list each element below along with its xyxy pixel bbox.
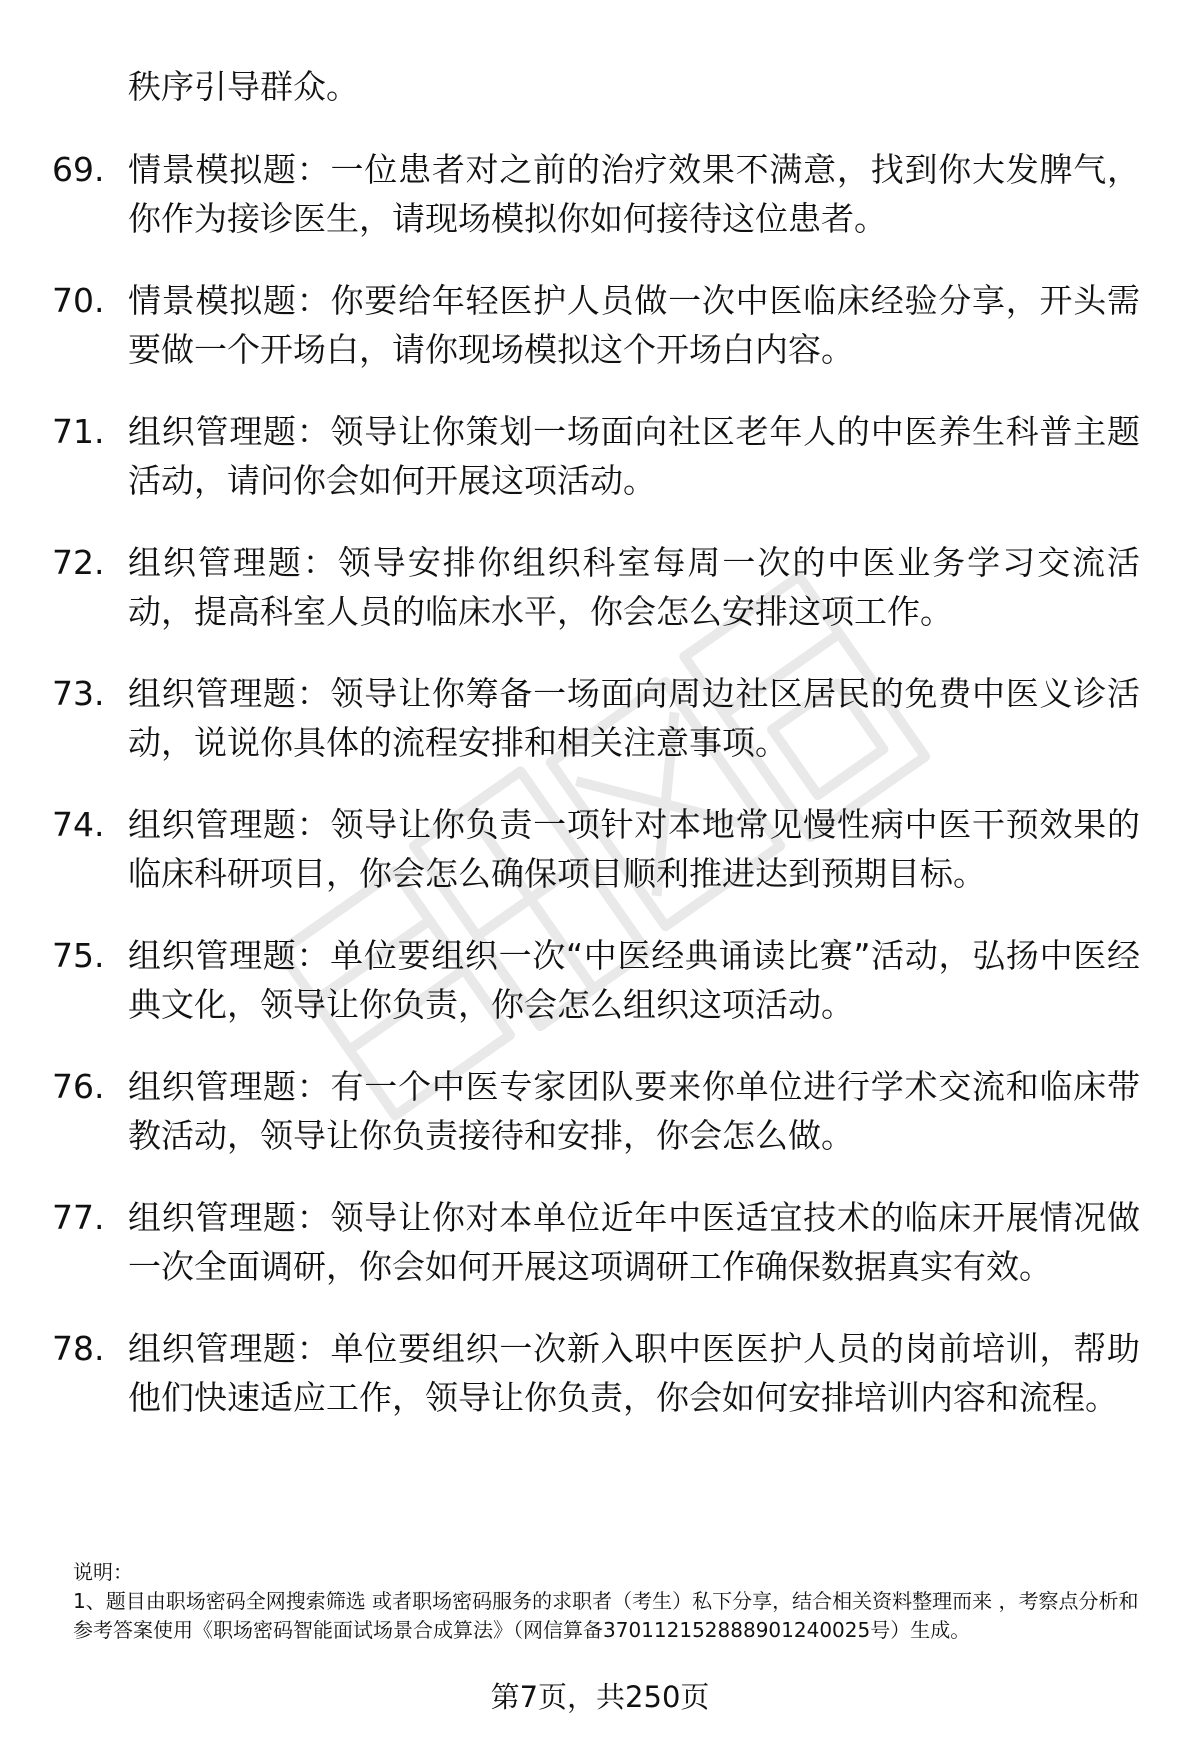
notes-line: 1、题目由职场密码全网搜索筛选 或者职场密码服务的求职者（考生）私下分享，结合相关资料整理而来 ，考察点分析和参考答案使用《职场密码智能面试场景合成算法》（网信算备370112152888901240025号）生成。 bbox=[73, 1589, 1139, 1642]
question-item bbox=[0, 1324, 1200, 1422]
question-list bbox=[0, 145, 1200, 1455]
question-text: 组织管理题：领导安排你组织科室每周一次的中医业务学习交流活动，提高科室人员的临床水平，你会怎么安排这项工作。 bbox=[128, 543, 1140, 631]
notes-label: 说明： bbox=[73, 1560, 133, 1584]
question-text: 情景模拟题：你要给年轻医护人员做一次中医临床经验分享，开头需要做一个开场白，请你现场模拟这个开场白内容。 bbox=[128, 281, 1140, 369]
notes-section bbox=[73, 1558, 1148, 1645]
question-item bbox=[0, 276, 1200, 374]
question-number: 69. bbox=[52, 150, 105, 189]
question-item bbox=[0, 145, 1200, 243]
question-number: 77. bbox=[52, 1198, 105, 1237]
question-number: 74. bbox=[52, 805, 105, 844]
question-number: 71. bbox=[52, 412, 105, 451]
question-item bbox=[0, 800, 1200, 898]
question-item bbox=[0, 669, 1200, 767]
question-item bbox=[0, 407, 1200, 505]
question-text: 组织管理题：单位要组织一次“中医经典诵读比赛”活动，弘扬中医经典文化，领导让你负责，你会怎么组织这项活动。 bbox=[128, 936, 1140, 1024]
question-text: 情景模拟题：一位患者对之前的治疗效果不满意，找到你大发脾气，你作为接诊医生，请现场模拟你如何接待这位患者。 bbox=[128, 150, 1140, 238]
question-text: 组织管理题：领导让你策划一场面向社区老年人的中医养生科普主题活动，请问你会如何开展这项活动。 bbox=[128, 412, 1140, 500]
continuation-text: 秩序引导群众。 bbox=[128, 67, 359, 106]
question-text: 组织管理题：领导让你对本单位近年中医适宜技术的临床开展情况做一次全面调研，你会如何开展这项调研工作确保数据真实有效。 bbox=[128, 1198, 1140, 1286]
question-item bbox=[0, 1193, 1200, 1291]
question-item bbox=[0, 1062, 1200, 1160]
question-number: 72. bbox=[52, 543, 105, 582]
question-number: 70. bbox=[52, 281, 105, 320]
question-number: 75. bbox=[52, 936, 105, 975]
question-text: 组织管理题：单位要组织一次新入职中医医护人员的岗前培训，帮助他们快速适应工作，领导让你负责，你会如何安排培训内容和流程。 bbox=[128, 1329, 1140, 1417]
question-number: 78. bbox=[52, 1329, 105, 1368]
question-item bbox=[0, 538, 1200, 636]
question-text: 组织管理题：领导让你负责一项针对本地常见慢性病中医干预效果的临床科研项目，你会怎么确保项目顺利推进达到预期目标。 bbox=[128, 805, 1140, 893]
question-text: 组织管理题：有一个中医专家团队要来你单位进行学术交流和临床带教活动，领导让你负责接待和安排，你会怎么做。 bbox=[128, 1067, 1140, 1155]
question-number: 76. bbox=[52, 1067, 105, 1106]
question-number: 73. bbox=[52, 674, 105, 713]
question-text: 组织管理题：领导让你筹备一场面向周边社区居民的免费中医义诊活动，说说你具体的流程安排和相关注意事项。 bbox=[128, 674, 1140, 762]
question-item bbox=[0, 931, 1200, 1029]
page-indicator: 第7页，共250页 bbox=[490, 1680, 710, 1714]
